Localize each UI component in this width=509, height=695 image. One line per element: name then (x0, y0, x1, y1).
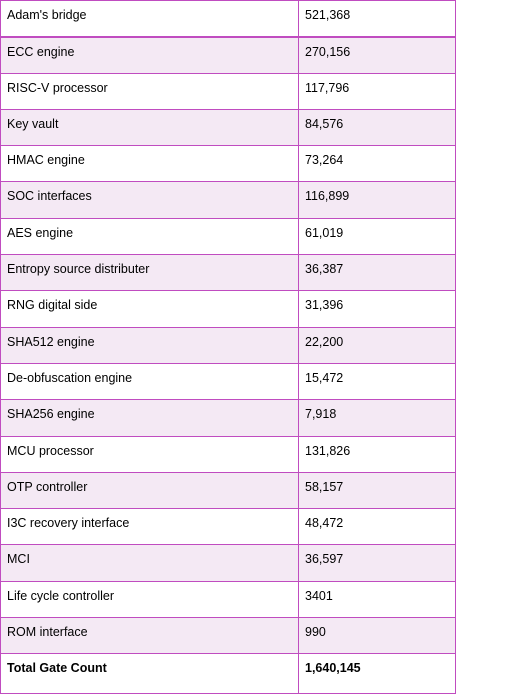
table-row (1, 400, 456, 436)
table-row (1, 545, 456, 581)
gate-count-cell: 131,826 (299, 436, 456, 472)
table-row (1, 291, 456, 327)
component-name-cell: I3C recovery interface (1, 509, 299, 545)
table-row (1, 146, 456, 182)
gate-count-cell: 7,918 (299, 400, 456, 436)
component-name-cell: RNG digital side (1, 291, 299, 327)
component-name-cell: RISC-V processor (1, 73, 299, 109)
gate-count-cell: 48,472 (299, 509, 456, 545)
component-name-cell: SHA256 engine (1, 400, 299, 436)
table-row (1, 73, 456, 109)
gate-count-cell: 31,396 (299, 291, 456, 327)
component-name-cell: MCU processor (1, 436, 299, 472)
gate-count-cell: 3401 (299, 581, 456, 617)
component-name-cell: ECC engine (1, 37, 299, 73)
component-name-cell: SHA512 engine (1, 327, 299, 363)
component-name-cell: SOC interfaces (1, 182, 299, 218)
table-row (1, 363, 456, 399)
component-name-cell: Life cycle controller (1, 581, 299, 617)
component-name-cell: Entropy source distributer (1, 255, 299, 291)
gate-count-cell: 270,156 (299, 37, 456, 73)
table-row (1, 1, 456, 37)
table-row (1, 37, 456, 73)
table-row (1, 255, 456, 291)
component-name-cell: De-obfuscation engine (1, 363, 299, 399)
gate-count-cell: 84,576 (299, 109, 456, 145)
table-row (1, 581, 456, 617)
table-row (1, 109, 456, 145)
table-row (1, 472, 456, 508)
gate-count-cell: 521,368 (299, 1, 456, 37)
gate-count-cell: 116,899 (299, 182, 456, 218)
total-row (1, 654, 456, 694)
gate-count-cell: 36,597 (299, 545, 456, 581)
component-name-cell: AES engine (1, 218, 299, 254)
gate-count-cell: 117,796 (299, 73, 456, 109)
total-label-cell: Total Gate Count (1, 654, 299, 694)
table-row (1, 327, 456, 363)
gate-count-table-body (1, 1, 456, 694)
gate-count-cell: 990 (299, 618, 456, 654)
gate-count-cell: 73,264 (299, 146, 456, 182)
component-name-cell: ROM interface (1, 618, 299, 654)
table-row (1, 218, 456, 254)
component-name-cell: MCI (1, 545, 299, 581)
gate-count-cell: 36,387 (299, 255, 456, 291)
gate-count-cell: 15,472 (299, 363, 456, 399)
gate-count-cell: 22,200 (299, 327, 456, 363)
table-row (1, 509, 456, 545)
table-row (1, 182, 456, 218)
component-name-cell: Adam's bridge (1, 1, 299, 37)
component-name-cell: HMAC engine (1, 146, 299, 182)
total-value-cell: 1,640,145 (299, 654, 456, 694)
gate-count-cell: 58,157 (299, 472, 456, 508)
table-row (1, 618, 456, 654)
component-name-cell: Key vault (1, 109, 299, 145)
component-name-cell: OTP controller (1, 472, 299, 508)
table-row (1, 436, 456, 472)
gate-count-cell: 61,019 (299, 218, 456, 254)
